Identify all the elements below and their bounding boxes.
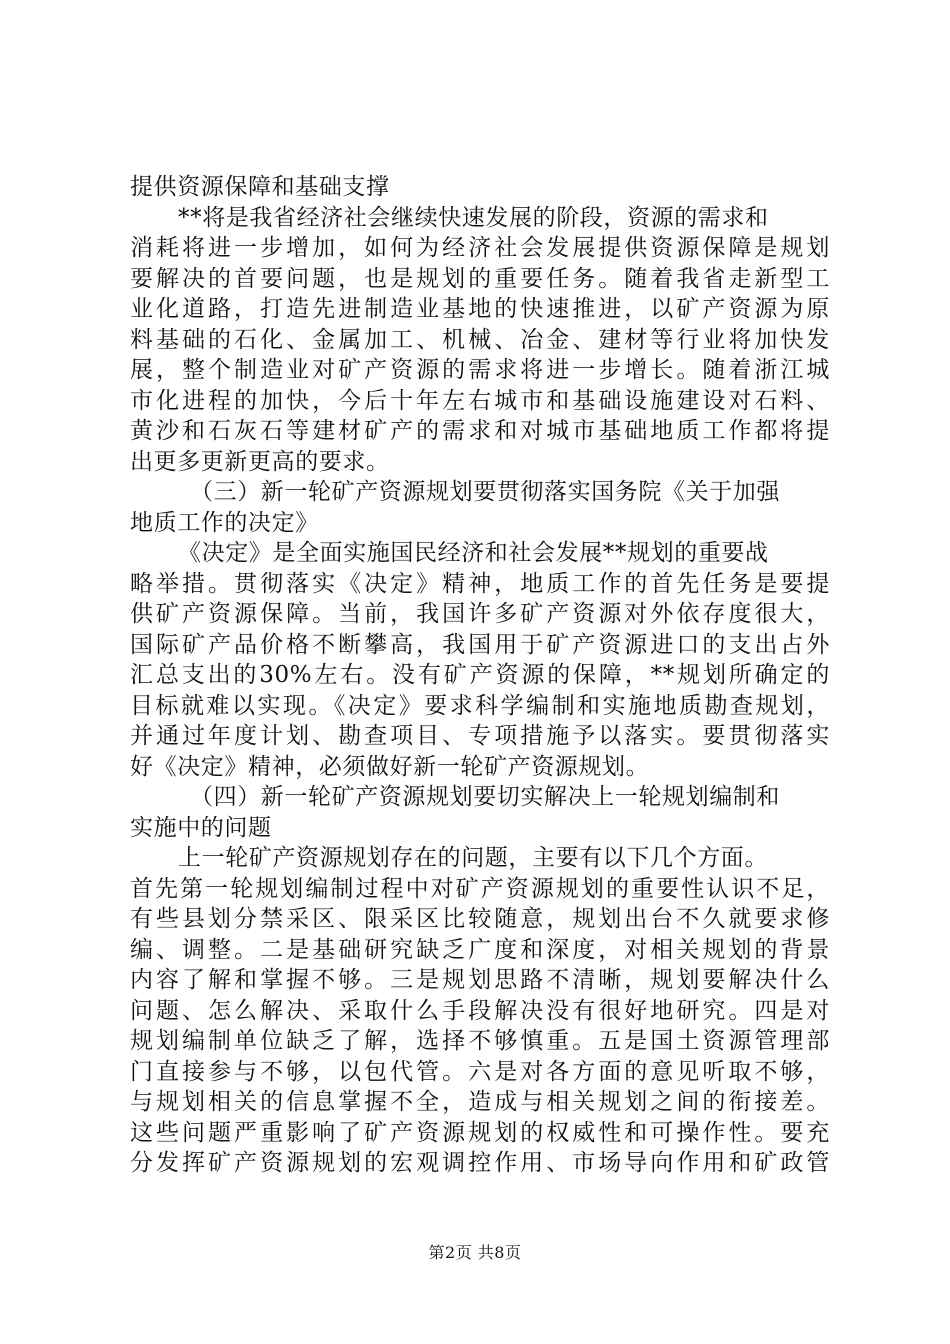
text-line: 编、调整。二是基础研究缺乏广度和深度，对相关规划的背景 (130, 936, 830, 963)
text-line: 《决定》是全面实施国民经济和社会发展**规划的重要战 (178, 540, 769, 566)
text-line: 分发挥矿产资源规划的宏观调控作用、市场导向作用和矿政管 (130, 1150, 830, 1176)
text-line: 出更多更新更高的要求。 (130, 448, 390, 475)
page-footer: 第2页 共8页 (428, 1243, 522, 1262)
text-line: 略举措。贯彻落实《决定》精神，地质工作的首先任务是要提 (130, 570, 830, 597)
text-line: 地质工作的决定》 (130, 509, 319, 536)
text-line: 好《决定》精神，必须做好新一轮矿产资源规划。 (130, 753, 650, 780)
text-line: 黄沙和石灰石等建材矿产的需求和对城市基础地质工作都将提 (130, 418, 830, 444)
text-line: 料基础的石化、金属加工、机械、冶金、建材等行业将加快发 (130, 326, 830, 353)
text-line: 问题、怎么解决、采取什么手段解决没有很好地研究。四是对 (130, 997, 830, 1024)
text-line: **将是我省经济社会继续快速发展的阶段，资源的需求和 (178, 204, 769, 231)
text-line: 汇总支出的30%左右。没有矿产资源的保障，**规划所确定的 (130, 662, 830, 688)
text-line: 首先第一轮规划编制过程中对矿产资源规划的重要性认识不足， (130, 875, 830, 902)
text-line: 展，整个制造业对矿产资源的需求将进一步增长。随着浙江城 (130, 357, 830, 383)
text-line: 消耗将进一步增加，如何为经济社会发展提供资源保障是规划 (130, 235, 830, 261)
text-line: 这些问题严重影响了矿产资源规划的权威性和可操作性。要充 (130, 1119, 830, 1146)
text-line: 目标就难以实现。《决定》要求科学编制和实施地质勘查规划， (130, 692, 830, 719)
document-body (130, 172, 830, 1179)
text-line: 门直接参与不够，以包代管。六是对各方面的意见听取不够， (130, 1058, 830, 1085)
text-line: 提供资源保障和基础支撑 (130, 174, 390, 200)
text-line: 有些县划分禁采区、限采区比较随意，规划出台不久就要求修 (130, 906, 830, 932)
text-line: 实施中的问题 (130, 814, 272, 841)
text-line: 国际矿产品价格不断攀高，我国用于矿产资源进口的支出占外 (130, 631, 830, 658)
text-line: 规划编制单位缺乏了解，选择不够慎重。五是国土资源管理部 (130, 1028, 830, 1054)
text-line: 要解决的首要问题，也是规划的重要任务。随着我省走新型工 (130, 265, 830, 292)
text-line: 并通过年度计划、勘查项目、专项措施予以落实。要贯彻落实 (130, 723, 830, 749)
text-line: 供矿产资源保障。当前，我国许多矿产资源对外依存度很大， (130, 601, 830, 627)
text-line: 业化道路，打造先进制造业基地的快速推进，以矿产资源为原 (130, 296, 830, 322)
text-line: 与规划相关的信息掌握不全，造成与相关规划之间的衔接差。 (130, 1089, 830, 1115)
text-line: 上一轮矿产资源规划存在的问题，主要有以下几个方面。 (178, 845, 768, 871)
text-line: （三）新一轮矿产资源规划要贯彻落实国务院《关于加强 (190, 479, 780, 505)
text-line: 内容了解和掌握不够。三是规划思路不清晰，规划要解决什么 (130, 967, 830, 993)
text-line: 市化进程的加快，今后十年左右城市和基础设施建设对石料、 (130, 387, 830, 414)
text-line: （四）新一轮矿产资源规划要切实解决上一轮规划编制和 (190, 784, 780, 810)
